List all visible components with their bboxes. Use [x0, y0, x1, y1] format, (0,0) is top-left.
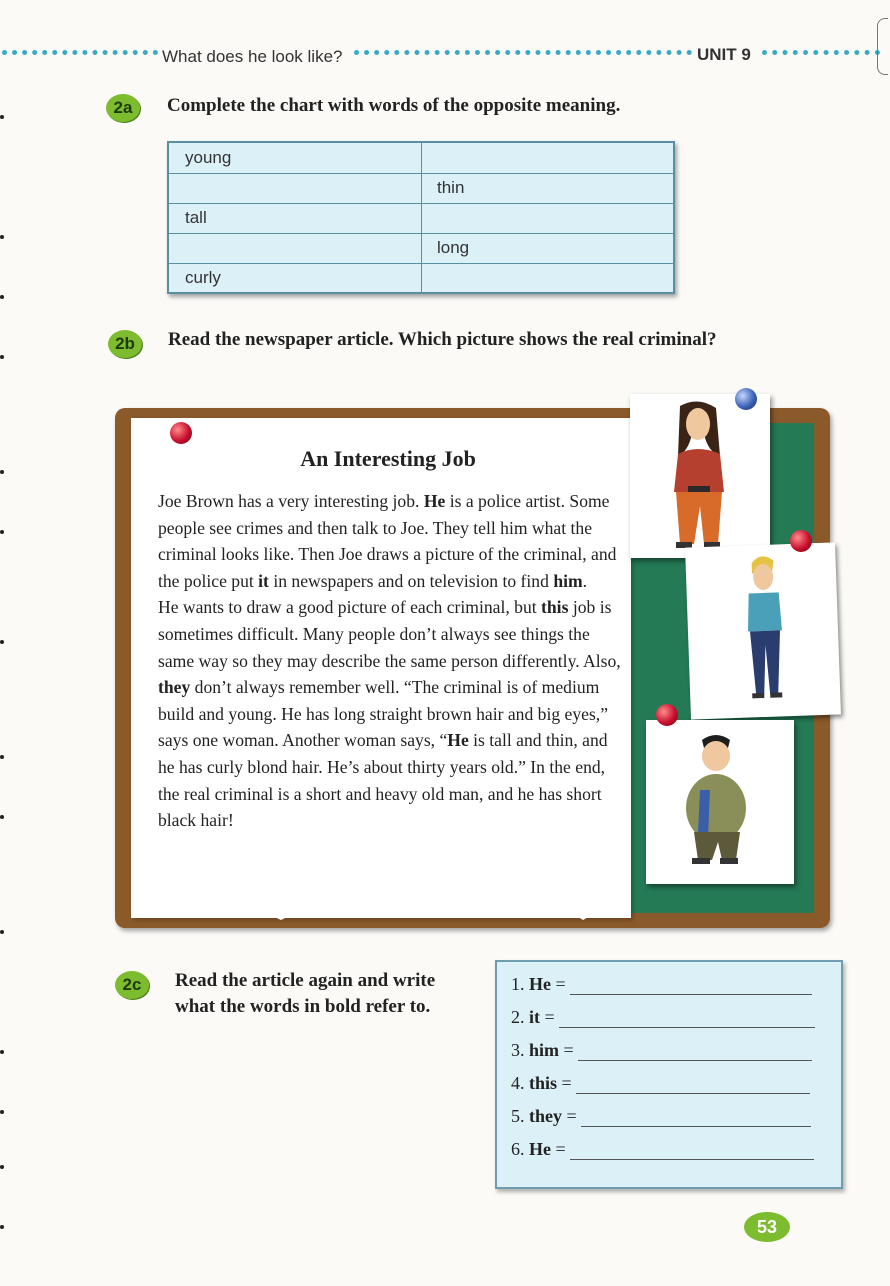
- red-pushpin-icon: [790, 530, 812, 552]
- answer-blank[interactable]: [581, 1125, 811, 1127]
- answer-blank[interactable]: [570, 1158, 814, 1160]
- chart-cell-left: young: [185, 148, 232, 167]
- answer-blank[interactable]: [578, 1059, 812, 1061]
- opposites-chart: [167, 141, 675, 294]
- suspect-picture-3[interactable]: [646, 720, 794, 884]
- red-pushpin-icon: [656, 704, 678, 726]
- binding-mark: [0, 1225, 4, 1229]
- answer-item-5: 5. they =: [511, 1106, 811, 1127]
- answer-blank[interactable]: [559, 1026, 815, 1028]
- chart-divider: [421, 143, 422, 292]
- article-title: An Interesting Job: [300, 446, 476, 471]
- binding-mark: [0, 355, 4, 359]
- binding-mark: [0, 115, 4, 119]
- binding-mark: [0, 530, 4, 534]
- answer-item-4: 4. this =: [511, 1073, 810, 1094]
- binding-mark: [0, 1110, 4, 1114]
- chart-cell-right: long: [437, 238, 470, 257]
- answer-item-1: 1. He =: [511, 974, 812, 995]
- answer-item-2: 2. it =: [511, 1007, 815, 1028]
- binding-mark: [0, 930, 4, 934]
- binding-mark: [0, 295, 4, 299]
- exercise-2c-instruction-line-1: Read the article again and write: [175, 970, 436, 991]
- header-dots-left: [2, 50, 158, 55]
- exercise-2a-instruction: Complete the chart with words of the opposite meaning.: [167, 95, 621, 116]
- chart-cell-left: curly: [185, 268, 221, 287]
- binding-mark: [0, 235, 4, 239]
- article-paragraph: He wants to draw a good picture of each criminal, but this job is sometimes difficult. Many people don’t always see things the same way so they may describe the same person differently. Also, they don’t always remember well. “The criminal is of medium build and young. He has long straight brown hair and big eyes,” says one woman. Another woman says, “He is tall and thin, and he has curly blond hair. He’s about thirty years old.” In the end, the real criminal is a short and heavy old man, and he has short black hair!: [158, 597, 621, 831]
- binding-mark: [0, 755, 4, 759]
- header-dots-middle: [354, 50, 692, 55]
- exercise-2c-instruction-line-2: what the words in bold refer to.: [175, 996, 431, 1017]
- article-body: [158, 488, 626, 834]
- blue-pushpin-icon: [735, 388, 757, 410]
- binding-mark: [0, 640, 4, 644]
- long-hair-man-illustration: [630, 394, 770, 558]
- answer-blank[interactable]: [570, 993, 812, 995]
- page-number: 53: [744, 1212, 790, 1242]
- header-title: What does he look like?: [162, 47, 343, 66]
- header-dots-right: [762, 50, 880, 55]
- suspect-picture-2[interactable]: [685, 542, 841, 719]
- red-pushpin-icon: [170, 422, 192, 444]
- blond-man-illustration: [685, 542, 841, 719]
- torn-paper-edge: [131, 896, 631, 924]
- binding-mark: [0, 470, 4, 474]
- chart-cell-right: thin: [437, 178, 465, 197]
- header-unit: UNIT 9: [697, 45, 751, 64]
- chart-cell-left: tall: [185, 208, 207, 227]
- answer-item-3: 3. him =: [511, 1040, 812, 1061]
- answer-item-6: 6. He =: [511, 1139, 814, 1160]
- exercise-badge-2c: 2c: [115, 971, 149, 999]
- suspect-picture-1[interactable]: [630, 394, 770, 558]
- exercise-2b-instruction: Read the newspaper article. Which picture shows the real criminal?: [168, 329, 717, 350]
- binding-mark: [0, 1050, 4, 1054]
- binding-mark: [0, 1165, 4, 1169]
- article-paragraph: Joe Brown has a very interesting job. He is a police artist. Some people see crimes and then talk to Joe. They tell him what the criminal looks like. Then Joe draws a picture of the criminal, and the police put it in newspapers and on television to find him.: [158, 491, 617, 591]
- binding-mark: [0, 815, 4, 819]
- exercise-badge-2b: 2b: [108, 330, 142, 358]
- exercise-badge-2a: 2a: [106, 94, 140, 122]
- short-heavy-man-illustration: [646, 720, 794, 884]
- answer-blank[interactable]: [576, 1092, 810, 1094]
- page-edge-bracket: [877, 18, 888, 75]
